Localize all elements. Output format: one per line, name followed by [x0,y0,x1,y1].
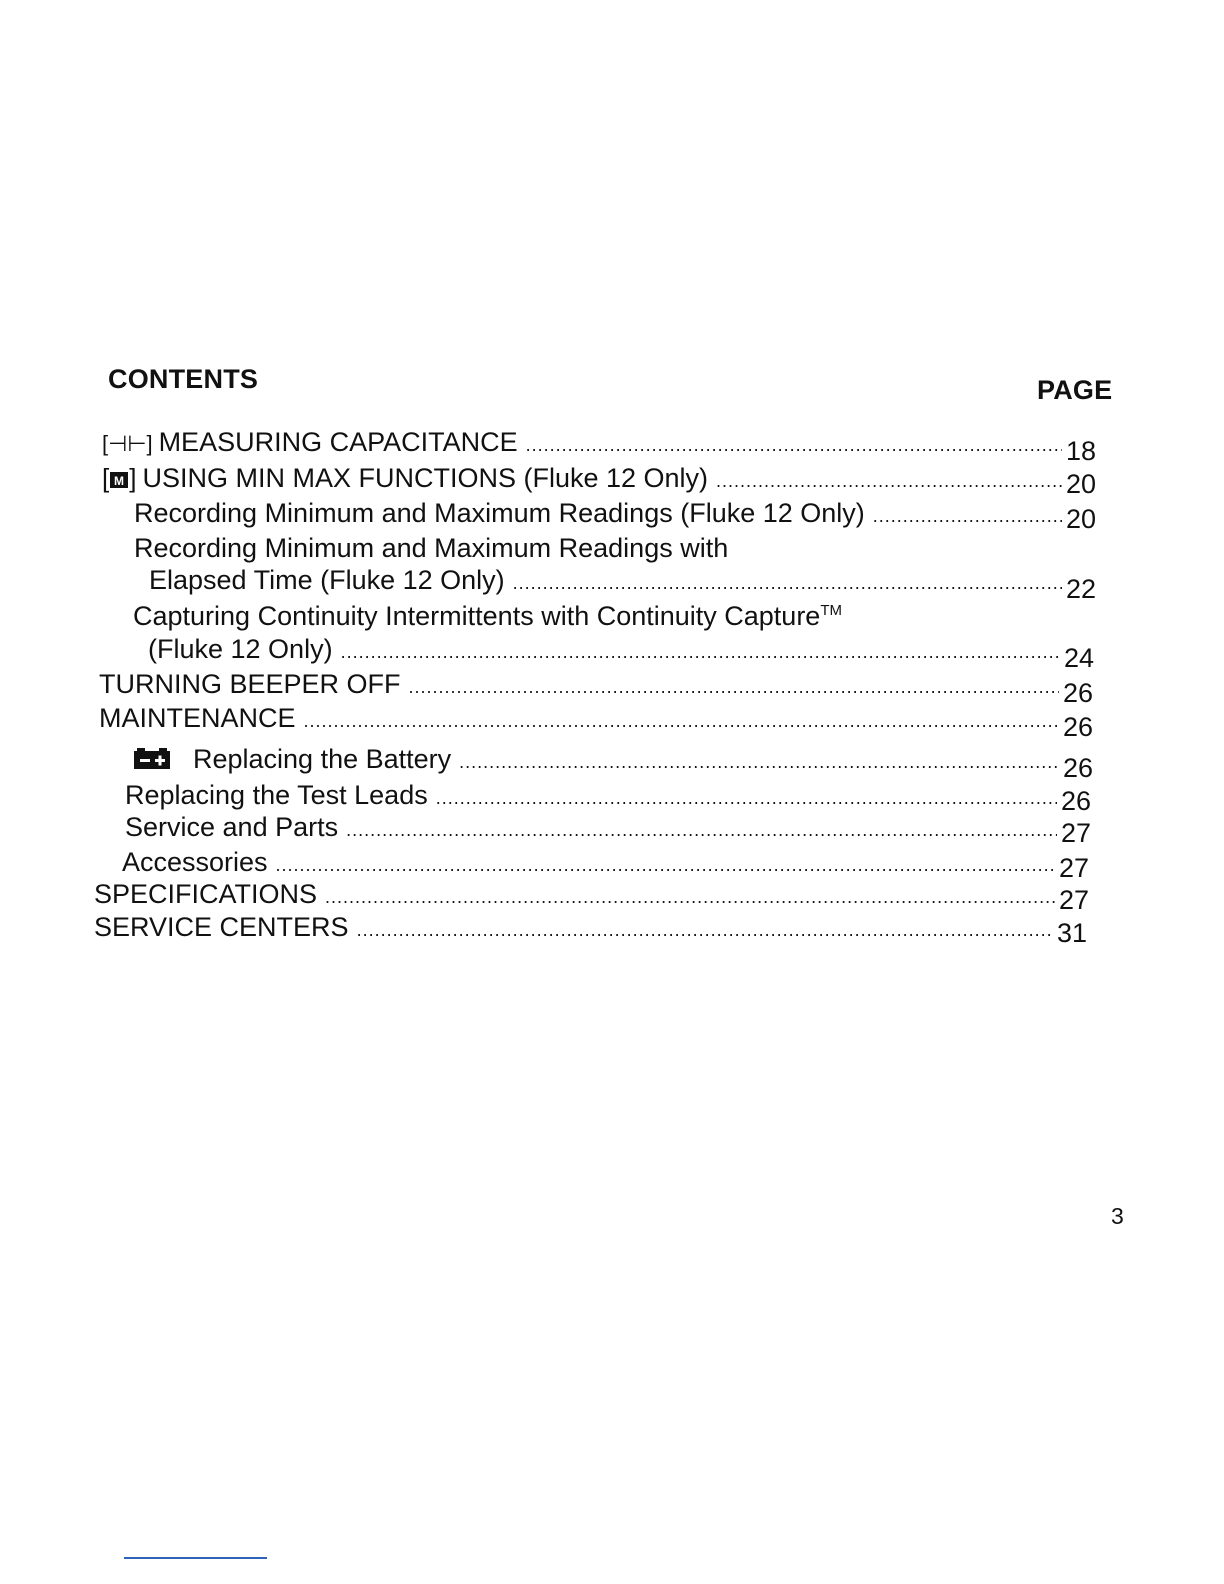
toc-entry-service-centers[interactable] [94,911,1087,946]
toc-entry-recording-min-max[interactable] [134,497,1096,532]
leader-dots [526,429,1062,461]
toc-label: Replacing the Battery [193,744,452,774]
toc-entry-continuity-line1[interactable] [133,600,842,632]
leader-dots [304,705,1059,737]
toc-entry-continuity[interactable] [148,633,1094,673]
leader-dots [346,814,1057,846]
toc-label: MEASURING CAPACITANCE [158,427,518,457]
toc-page-number: 18 [1065,436,1096,466]
toc-entry-min-max[interactable] [102,462,1096,497]
toc-label: Accessories [122,847,268,877]
toc-entry-recording-elapsed-line1[interactable]: Recording Minimum and Maximum Readings with [134,533,729,563]
toc-page-number: 31 [1056,918,1087,948]
toc-entry-maintenance[interactable] [99,702,1093,742]
toc-label: TURNING BEEPER OFF [99,669,401,699]
toc-page-number: 26 [1062,753,1093,783]
leader-dots [341,636,1060,668]
toc-page-number: 27 [1060,818,1091,848]
toc-entry-capacitance[interactable] [102,426,1096,466]
toc-entry-beeper[interactable] [99,668,1093,708]
toc-entry-battery[interactable] [133,743,1093,783]
leader-dots [409,671,1059,703]
min-max-key-icon: [ M ] [102,463,137,493]
trademark-mark: TM [820,602,842,619]
footer-rule [124,1557,267,1559]
toc-page-number: 26 [1062,678,1093,708]
toc-page-number: 20 [1065,504,1096,534]
leader-dots [873,500,1062,532]
toc-entry-service-parts[interactable] [125,811,1091,846]
toc-label: Replacing the Test Leads [125,780,428,810]
toc-label: Capturing Continuity Intermittents with Continuity Capture [133,601,821,631]
toc-page-number: 20 [1065,469,1096,499]
toc-label: SPECIFICATIONS [94,879,318,909]
toc-label: (Fluke 12 Only) [148,634,333,664]
leader-dots [325,881,1055,913]
toc-page-number: 27 [1058,853,1089,883]
svg-text:M: M [114,474,125,488]
leader-dots [357,914,1053,946]
leader-dots [459,746,1059,778]
toc-label: Elapsed Time (Fluke 12 Only) [149,565,505,595]
toc-label: MAINTENANCE [99,703,296,733]
leader-dots [276,849,1055,881]
toc-page-number: 26 [1060,786,1091,816]
battery-icon [133,743,173,775]
toc-entry-accessories[interactable] [122,846,1089,881]
toc-page-number: 22 [1065,574,1096,604]
leader-dots [716,465,1062,497]
toc-label: SERVICE CENTERS [94,912,349,942]
leader-dots [436,782,1057,814]
toc-page-number: 26 [1062,712,1093,742]
toc-label: USING MIN MAX FUNCTIONS (Fluke 12 Only) [142,463,709,493]
page-number: 3 [1111,1203,1124,1229]
toc-label: Recording Minimum and Maximum Readings (Fluke 12 Only) [134,498,865,528]
toc-page-number: 24 [1063,643,1094,673]
page-column-heading: PAGE [1037,375,1113,405]
toc-label: Service and Parts [125,812,339,842]
toc-entry-test-leads[interactable] [125,779,1091,814]
capacitor-icon: [⊣⊢] [102,431,153,456]
contents-heading: CONTENTS [108,364,259,394]
toc-page-number: 27 [1058,885,1089,915]
leader-dots [513,567,1062,599]
toc-entry-specifications[interactable] [94,878,1089,913]
toc-entry-recording-elapsed[interactable] [149,564,1096,604]
